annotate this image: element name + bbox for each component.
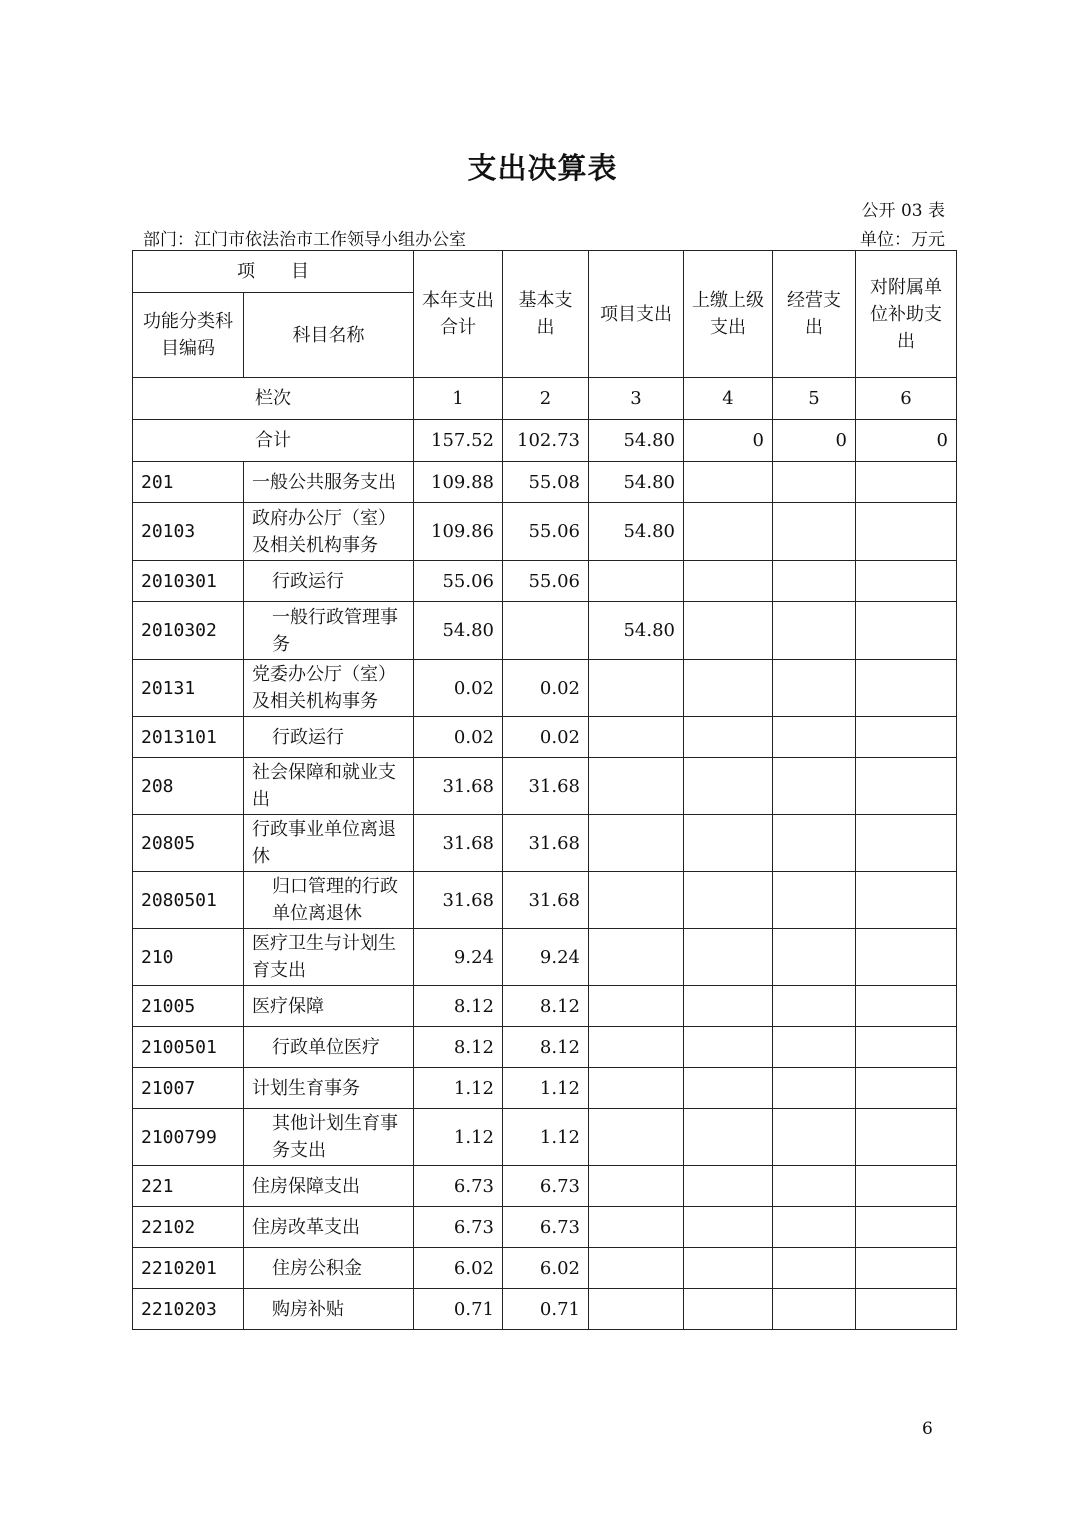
- business-expenditure: [773, 1109, 856, 1166]
- total-expenditure: 6.73: [414, 1207, 503, 1248]
- remit-expenditure: [684, 1207, 773, 1248]
- header-item: 项 目: [133, 251, 414, 293]
- remit-expenditure: [684, 815, 773, 872]
- basic-expenditure: 6.02: [503, 1248, 589, 1289]
- total-expenditure: 6.73: [414, 1166, 503, 1207]
- business-expenditure: [773, 1207, 856, 1248]
- subsidy-expenditure: [856, 1248, 957, 1289]
- subject-code: 221: [133, 1166, 244, 1207]
- table-row: [133, 986, 957, 1027]
- subject-name: 党委办公厅（室）及相关机构事务: [244, 660, 414, 717]
- project-expenditure: 54.80: [589, 462, 684, 503]
- business-expenditure: [773, 815, 856, 872]
- project-expenditure: [589, 758, 684, 815]
- subsidy-expenditure: [856, 758, 957, 815]
- subject-code: 2080501: [133, 872, 244, 929]
- table-row: [133, 1248, 957, 1289]
- subsidy-expenditure: [856, 1207, 957, 1248]
- header-col1: 本年支出合计: [414, 251, 503, 378]
- subject-code: 210: [133, 929, 244, 986]
- basic-expenditure: 8.12: [503, 986, 589, 1027]
- remit-expenditure: [684, 1068, 773, 1109]
- subsidy-expenditure: [856, 1289, 957, 1330]
- basic-expenditure: 1.12: [503, 1109, 589, 1166]
- subject-name: 行政运行: [244, 717, 414, 758]
- total-value: 54.80: [589, 420, 684, 462]
- basic-expenditure: 31.68: [503, 815, 589, 872]
- subject-name: 一般行政管理事务: [244, 602, 414, 660]
- subject-name: 一般公共服务支出: [244, 462, 414, 503]
- subsidy-expenditure: [856, 717, 957, 758]
- subject-code: 2010301: [133, 561, 244, 602]
- subsidy-expenditure: [856, 660, 957, 717]
- header-code: 功能分类科目编码: [133, 293, 244, 378]
- table-row: [133, 1109, 957, 1166]
- total-expenditure: 31.68: [414, 815, 503, 872]
- total-expenditure: 0.71: [414, 1289, 503, 1330]
- total-label: 合计: [133, 420, 414, 462]
- table-row: [133, 1068, 957, 1109]
- basic-expenditure: 31.68: [503, 872, 589, 929]
- subject-code: 2100799: [133, 1109, 244, 1166]
- remit-expenditure: [684, 1289, 773, 1330]
- basic-expenditure: 55.06: [503, 561, 589, 602]
- subject-name: 住房公积金: [244, 1248, 414, 1289]
- column-index: 3: [589, 378, 684, 420]
- subsidy-expenditure: [856, 602, 957, 660]
- total-expenditure: 8.12: [414, 1027, 503, 1068]
- subject-code: 20103: [133, 503, 244, 561]
- basic-expenditure: 55.08: [503, 462, 589, 503]
- total-expenditure: 0.02: [414, 660, 503, 717]
- column-index: 5: [773, 378, 856, 420]
- subject-code: 2210203: [133, 1289, 244, 1330]
- project-expenditure: [589, 1027, 684, 1068]
- business-expenditure: [773, 872, 856, 929]
- remit-expenditure: [684, 660, 773, 717]
- subject-name: 购房补贴: [244, 1289, 414, 1330]
- basic-expenditure: 31.68: [503, 758, 589, 815]
- department-label: 部门：江门市依法治市工作领导小组办公室: [143, 230, 466, 250]
- total-expenditure: 31.68: [414, 872, 503, 929]
- subject-code: 201: [133, 462, 244, 503]
- header-name: 科目名称: [244, 293, 414, 378]
- business-expenditure: [773, 986, 856, 1027]
- project-expenditure: [589, 1068, 684, 1109]
- project-expenditure: 54.80: [589, 503, 684, 561]
- project-expenditure: [589, 1207, 684, 1248]
- total-expenditure: 109.88: [414, 462, 503, 503]
- total-value: 0: [773, 420, 856, 462]
- business-expenditure: [773, 660, 856, 717]
- subsidy-expenditure: [856, 1109, 957, 1166]
- subject-name: 政府办公厅（室）及相关机构事务: [244, 503, 414, 561]
- remit-expenditure: [684, 503, 773, 561]
- table-row: [133, 872, 957, 929]
- subsidy-expenditure: [856, 1068, 957, 1109]
- business-expenditure: [773, 1068, 856, 1109]
- total-expenditure: 109.86: [414, 503, 503, 561]
- table-row: [133, 462, 957, 503]
- subject-name: 医疗卫生与计划生育支出: [244, 929, 414, 986]
- column-index-label: 栏次: [133, 378, 414, 420]
- business-expenditure: [773, 1289, 856, 1330]
- page-number: 6: [922, 1419, 933, 1439]
- total-expenditure: 0.02: [414, 717, 503, 758]
- subsidy-expenditure: [856, 462, 957, 503]
- table-row: [133, 503, 957, 561]
- column-index: 1: [414, 378, 503, 420]
- remit-expenditure: [684, 602, 773, 660]
- table-row: [133, 1289, 957, 1330]
- basic-expenditure: 1.12: [503, 1068, 589, 1109]
- table-row: [133, 1027, 957, 1068]
- subject-code: 22102: [133, 1207, 244, 1248]
- subsidy-expenditure: [856, 1166, 957, 1207]
- remit-expenditure: [684, 758, 773, 815]
- table-row: [133, 660, 957, 717]
- business-expenditure: [773, 758, 856, 815]
- table-row: [133, 929, 957, 986]
- table-row: [133, 602, 957, 660]
- basic-expenditure: [503, 602, 589, 660]
- total-expenditure: 54.80: [414, 602, 503, 660]
- header-col4: 上缴上级支出: [684, 251, 773, 378]
- business-expenditure: [773, 929, 856, 986]
- subject-code: 2210201: [133, 1248, 244, 1289]
- business-expenditure: [773, 1166, 856, 1207]
- project-expenditure: [589, 660, 684, 717]
- business-expenditure: [773, 462, 856, 503]
- subject-name: 其他计划生育事务支出: [244, 1109, 414, 1166]
- subsidy-expenditure: [856, 986, 957, 1027]
- remit-expenditure: [684, 986, 773, 1027]
- table-row: [133, 758, 957, 815]
- total-value: 0: [856, 420, 957, 462]
- remit-expenditure: [684, 1027, 773, 1068]
- total-expenditure: 8.12: [414, 986, 503, 1027]
- expenditure-table: [132, 250, 957, 1330]
- subject-name: 行政运行: [244, 561, 414, 602]
- subject-name: 计划生育事务: [244, 1068, 414, 1109]
- subsidy-expenditure: [856, 872, 957, 929]
- remit-expenditure: [684, 1248, 773, 1289]
- basic-expenditure: 9.24: [503, 929, 589, 986]
- header-col6: 对附属单位补助支出: [856, 251, 957, 378]
- remit-expenditure: [684, 1109, 773, 1166]
- business-expenditure: [773, 1248, 856, 1289]
- subsidy-expenditure: [856, 815, 957, 872]
- table-row: [133, 815, 957, 872]
- remit-expenditure: [684, 929, 773, 986]
- column-index: 2: [503, 378, 589, 420]
- subject-code: 2013101: [133, 717, 244, 758]
- subject-code: 2010302: [133, 602, 244, 660]
- project-expenditure: [589, 929, 684, 986]
- form-number: 公开 03 表: [861, 201, 945, 221]
- subject-name: 行政事业单位离退休: [244, 815, 414, 872]
- total-expenditure: 1.12: [414, 1109, 503, 1166]
- project-expenditure: [589, 986, 684, 1027]
- project-expenditure: [589, 1166, 684, 1207]
- subject-name: 医疗保障: [244, 986, 414, 1027]
- subject-name: 社会保障和就业支出: [244, 758, 414, 815]
- total-expenditure: 6.02: [414, 1248, 503, 1289]
- header-col2: 基本支出: [503, 251, 589, 378]
- business-expenditure: [773, 602, 856, 660]
- subsidy-expenditure: [856, 929, 957, 986]
- total-expenditure: 31.68: [414, 758, 503, 815]
- page-title: 支出决算表: [467, 151, 618, 185]
- remit-expenditure: [684, 462, 773, 503]
- subject-code: 2100501: [133, 1027, 244, 1068]
- table-row: [133, 1166, 957, 1207]
- basic-expenditure: 8.12: [503, 1027, 589, 1068]
- total-expenditure: 9.24: [414, 929, 503, 986]
- unit-label: 单位：万元: [860, 230, 945, 250]
- subject-name: 住房改革支出: [244, 1207, 414, 1248]
- subject-code: 21005: [133, 986, 244, 1027]
- subject-code: 21007: [133, 1068, 244, 1109]
- project-expenditure: [589, 717, 684, 758]
- project-expenditure: [589, 1109, 684, 1166]
- project-expenditure: [589, 561, 684, 602]
- subject-code: 20131: [133, 660, 244, 717]
- subsidy-expenditure: [856, 561, 957, 602]
- business-expenditure: [773, 561, 856, 602]
- project-expenditure: [589, 1289, 684, 1330]
- subject-name: 行政单位医疗: [244, 1027, 414, 1068]
- basic-expenditure: 6.73: [503, 1207, 589, 1248]
- business-expenditure: [773, 1027, 856, 1068]
- basic-expenditure: 0.02: [503, 717, 589, 758]
- basic-expenditure: 6.73: [503, 1166, 589, 1207]
- project-expenditure: 54.80: [589, 602, 684, 660]
- basic-expenditure: 55.06: [503, 503, 589, 561]
- remit-expenditure: [684, 717, 773, 758]
- column-index: 4: [684, 378, 773, 420]
- remit-expenditure: [684, 561, 773, 602]
- remit-expenditure: [684, 872, 773, 929]
- basic-expenditure: 0.02: [503, 660, 589, 717]
- table-row: [133, 1207, 957, 1248]
- header-col3: 项目支出: [589, 251, 684, 378]
- project-expenditure: [589, 1248, 684, 1289]
- project-expenditure: [589, 872, 684, 929]
- header-col5: 经营支出: [773, 251, 856, 378]
- table-row: [133, 561, 957, 602]
- business-expenditure: [773, 717, 856, 758]
- subsidy-expenditure: [856, 1027, 957, 1068]
- subject-name: 住房保障支出: [244, 1166, 414, 1207]
- project-expenditure: [589, 815, 684, 872]
- subject-code: 20805: [133, 815, 244, 872]
- subject-name: 归口管理的行政单位离退休: [244, 872, 414, 929]
- total-value: 157.52: [414, 420, 503, 462]
- basic-expenditure: 0.71: [503, 1289, 589, 1330]
- subsidy-expenditure: [856, 503, 957, 561]
- column-index: 6: [856, 378, 957, 420]
- remit-expenditure: [684, 1166, 773, 1207]
- total-value: 0: [684, 420, 773, 462]
- table-row: [133, 717, 957, 758]
- total-value: 102.73: [503, 420, 589, 462]
- business-expenditure: [773, 503, 856, 561]
- total-expenditure: 1.12: [414, 1068, 503, 1109]
- subject-code: 208: [133, 758, 244, 815]
- total-expenditure: 55.06: [414, 561, 503, 602]
